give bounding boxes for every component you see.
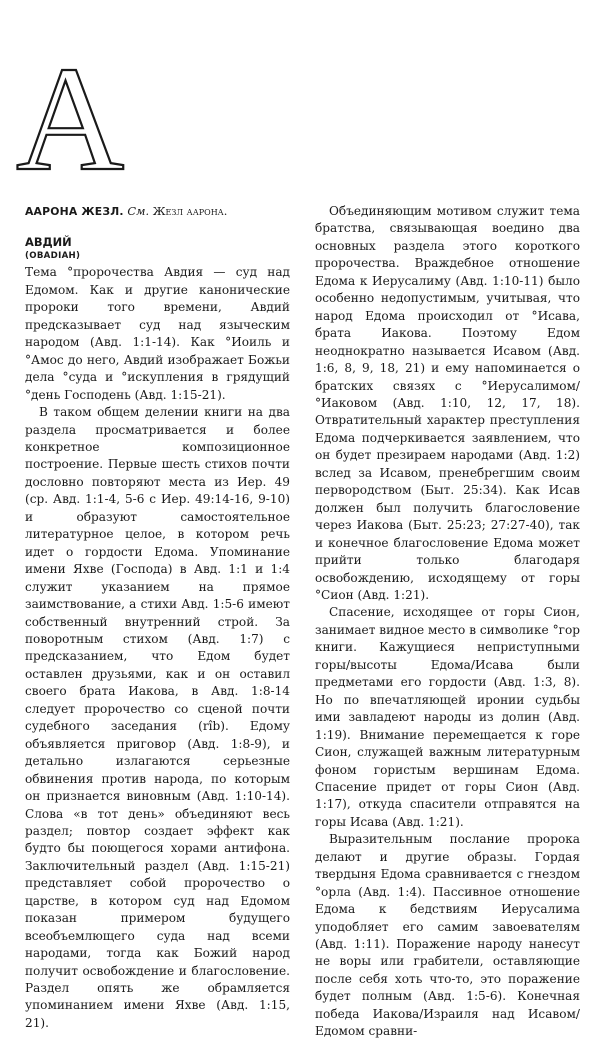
entry-headword: АВДИЙ (25, 235, 72, 250)
entry-paragraph: В таком общем делении книги на два раздела просматривается и более конкретное композиционное построение. Первые шесть стихов почти дословно повторяют места из Иер. 49 (ср. Авд. 1:1-4, 5-6 с Иер. 49:14-16, 9-10) и образуют самостоятельное литературное целое, в котором речь идет о гордости Едома. Упоминание имени Яхве (Господа) в Авд. 1:1 и 1:4 служит указанием на прямое заимствование, а стихи Авд. 1:5-6 имеют собственный внутренний строй. За поворотным стихом (Авд. 1:7) с предсказанием, что Едом будет оставлен друзьями, как и он оставил своего брата Иакова, в Авд. 1:8-14 следует пророчество со сценой почти судебного заседания (rîb). Едому объявляется приговор (Авд. 1:8-9), и детально излагаются серьезные обвинения против народа, по которым он признается виновным (Авд. 1:10-14). Слова «в тот день» объединяют весь раздел; повтор создает эффект как будто бы поющегося хорами антифона. Заключительный раздел (Авд. 1:15-21) представляет собой пророчество о царстве, в котором суд над Едомом показан примером будущего всеобъемлющего суда над всеми народами, тогда как Божий народ получит освобождение и благословение. Раздел опять же обрамляется упоминанием имени Яхве (Авд. 1:15, 21). (25, 405, 290, 1030)
section-initial-letter: А (16, 36, 125, 202)
crossref-headword: ААРОНА ЖЕЗЛ. (25, 205, 124, 218)
left-column (25, 203, 290, 1032)
entry-paragraph: Спасение, исходящее от горы Сион, занимает видное место в символике °гор книги. Кажущиеся неприступными горы/высоты Едома/Исава были предметами его гордости (Авд. 1:3, 8). Но по впечатляющей иронии судьбы ими завладеют народы из долин (Авд. 1:19). Внимание перемещается к горе Сион, служащей важным литературным фоном гористым вершинам Едома. Спасение придет от горы Сион (Авд. 1:17), откуда спасители отправятся на горы Исава (Авд. 1:21). (315, 605, 580, 829)
entry-paragraph: Выразительным послание пророка делают и другие образы. Гордая твердыня Едома сравнивается с гнездом °орла (Авд. 1:4). Пассивное отношение Едома к бедствиям Иерусалима уподобляет его самим завоевателям (Авд. 1:11). Поражение народу нанесут не воры или грабители, оставляющие после себя хоть что-то, это поражение будет полным (Авд. 1:5-6). Конечная победа Иакова/Израиля над Исавом/Едомом сравни- (315, 832, 580, 1039)
right-column (315, 203, 580, 1041)
entry-english-name: (OBADIAH) (25, 251, 81, 262)
entry-paragraph: Объединяющим мотивом служит тема братства, связывающая воедино два основных раздела этого короткого пророчества. Враждебное отношение Едома к Иерусалиму (Авд. 1:10-11) было особенно недопустимым, учитывая, что народ Едома происходил от °Исава, брата Иакова. Поэтому Едом неоднократно называется Исавом (Авд. 1:6, 8, 9, 18, 21) и ему напоминается о братских связях с °Иерусалимом/°Иаковом (Авд. 1:10, 12, 17, 18). Отвратительный характер преступления Едома подчеркивается заявлением, что он будет презираем народами (Авд. 1:2) вслед за Исавом, пренебрегшим своим первородством (Быт. 25:34). Как Исав должен был получить благословение через Иакова (Быт. 25:23; 27:27-40), так и конечное благословение Едома может прийти только благодаря освобождению, исходящему от горы °Сион (Авд. 1:21). (315, 204, 580, 602)
crossref-entry (25, 203, 290, 220)
entry-paragraph: Тема °пророчества Авдия — суд над Едомом. Как и другие канонические пророки того времени, Авдий предсказывает суд над языческим народом (Авд. 1:1-14). Как °Иоиль и °Амос до него, Авдий изображает Божьи дела °суда и °искупления в грядущий °день Господень (Авд. 1:15-21). (25, 265, 290, 402)
crossref-target: Жезл аарона. (152, 204, 228, 218)
crossref-see: См. (127, 204, 150, 218)
